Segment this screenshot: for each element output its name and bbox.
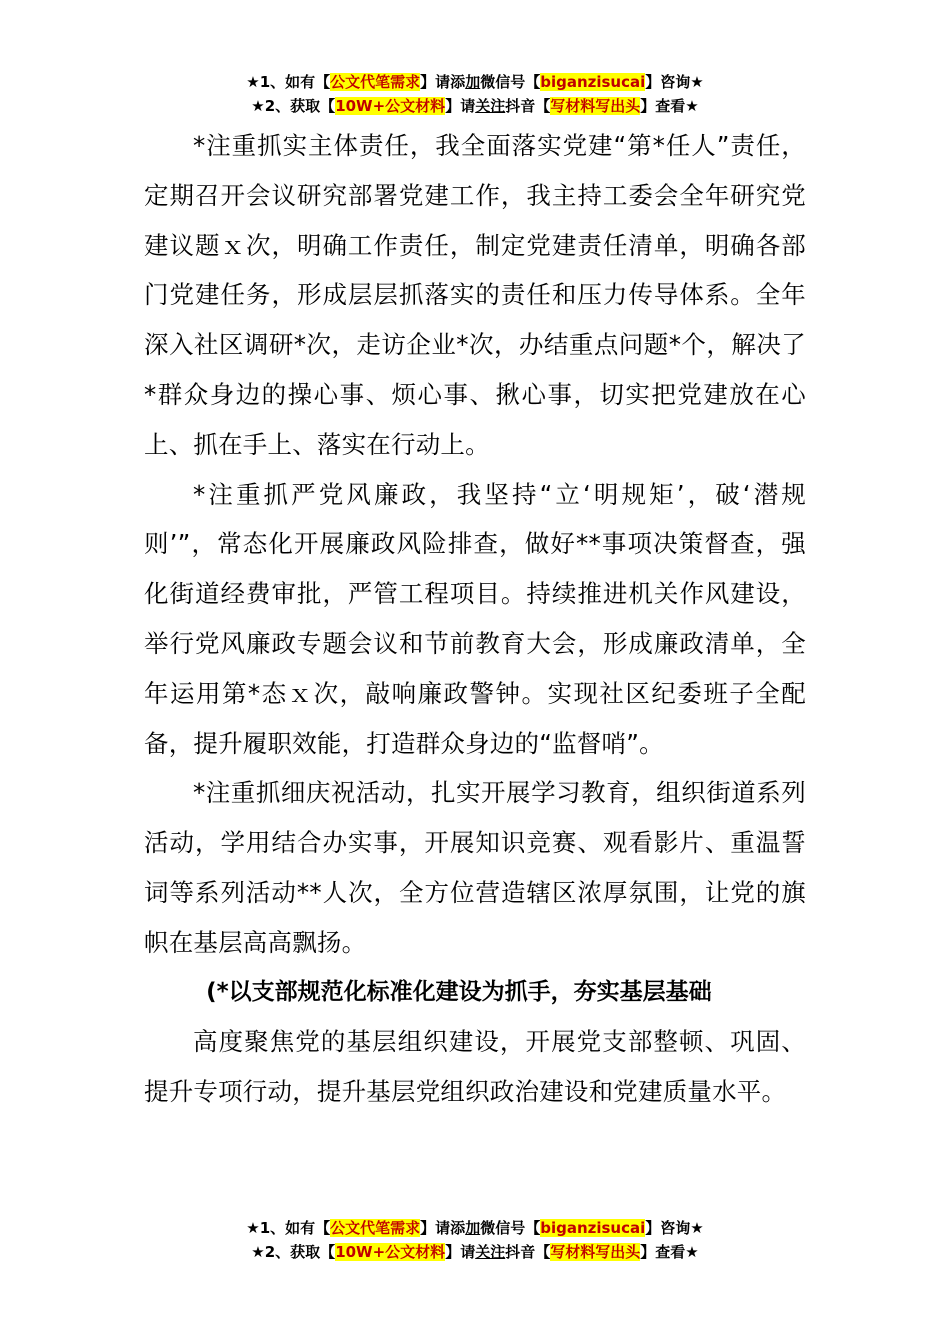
paragraph-responsibility: *注重抓实主体责任，我全面落实党建“第*任人”责任，定期召开会议研究部署党建工作，我主持工委会全年研究党建议题ｘ次，明确工作责任，制定党建责任清单，明确各部门党建任务，形成层层抓落实的责任和压力传导体系。全年深入社区调研*次，走访企业*次，办结重点问题*个，解决了*群众身边的操心事、烦心事、揪心事，切实把党建放在心上、抓在手上、落实在行动上。 bbox=[144, 131, 806, 459]
document-body bbox=[144, 121, 806, 1117]
paragraph-celebration: *注重抓细庆祝活动，扎实开展学习教育，组织街道系列活动，学用结合办实事，开展知识竞赛、观看影片、重温誓词等系列活动**人次，全方位营造辖区浓厚氛围，让党的旗帜在基层高高飘扬。 bbox=[144, 778, 806, 957]
promo-text: 】请 bbox=[445, 97, 476, 115]
promo-text: ★2、获取【 bbox=[251, 1243, 336, 1261]
promo-highlight: 10W+公文材料 bbox=[335, 1243, 446, 1261]
promo-text: ★2、获取【 bbox=[251, 97, 336, 115]
footer-promo-banner bbox=[0, 1216, 950, 1264]
promo-underlined-text: 关注 bbox=[475, 97, 506, 115]
paragraph-integrity: *注重抓严党风廉政，我坚持“立‘明规矩’，破‘潜规则’”，常态化开展廉政风险排查，做好**事项决策督查，强化街道经费审批，严管工程项目。持续推进机关作风建设，举行党风廉政专题会议和节前教育大会，形成廉政清单，全年运用第*态ｘ次，敲响廉政警钟。实现社区纪委班子全配备，提升履职效能，打造群众身边的“监督哨”。 bbox=[144, 479, 806, 758]
promo-highlight-wechat-id: biganzisucai bbox=[540, 1219, 646, 1237]
promo-text: 抖音【 bbox=[505, 97, 551, 115]
promo-text: 】咨询★ bbox=[645, 1219, 704, 1237]
promo-text: 】请添 bbox=[420, 73, 466, 91]
promo-text: 】查看★ bbox=[640, 1243, 699, 1261]
promo-text: 】请 bbox=[445, 1243, 476, 1261]
promo-highlight: 10W+公文材料 bbox=[335, 97, 446, 115]
paragraph-grassroots: 高度聚焦党的基层组织建设，开展党支部整顿、巩固、提升专项行动，提升基层党组织政治建设和党建质量水平。 bbox=[144, 1027, 806, 1107]
promo-text: ★1、如有【 bbox=[246, 1219, 331, 1237]
promo-highlight: 公文代笔需求 bbox=[330, 1219, 421, 1237]
promo-text: ★1、如有【 bbox=[246, 73, 331, 91]
promo-line-2 bbox=[0, 1240, 950, 1264]
promo-line-1 bbox=[0, 1216, 950, 1240]
promo-text: 】请添 bbox=[420, 1219, 466, 1237]
promo-highlight-douyin-id: 写材料写出头 bbox=[550, 97, 641, 115]
header-promo-banner bbox=[0, 70, 950, 118]
promo-highlight: 公文代笔需求 bbox=[330, 73, 421, 91]
promo-line-2 bbox=[0, 94, 950, 118]
promo-line-1 bbox=[0, 70, 950, 94]
promo-highlight-wechat-id: biganzisucai bbox=[540, 73, 646, 91]
promo-underlined-text: 加 bbox=[465, 73, 481, 91]
promo-text: 抖音【 bbox=[505, 1243, 551, 1261]
promo-underlined-text: 加 bbox=[465, 1219, 481, 1237]
section-heading: (*以支部规范化标准化建设为抓手，夯实基层基础 bbox=[206, 978, 712, 1005]
promo-text: 微信号【 bbox=[480, 73, 541, 91]
promo-text: 微信号【 bbox=[480, 1219, 541, 1237]
promo-highlight-douyin-id: 写材料写出头 bbox=[550, 1243, 641, 1261]
promo-text: 】查看★ bbox=[640, 97, 699, 115]
promo-text: 】咨询★ bbox=[645, 73, 704, 91]
promo-underlined-text: 关注 bbox=[475, 1243, 506, 1261]
